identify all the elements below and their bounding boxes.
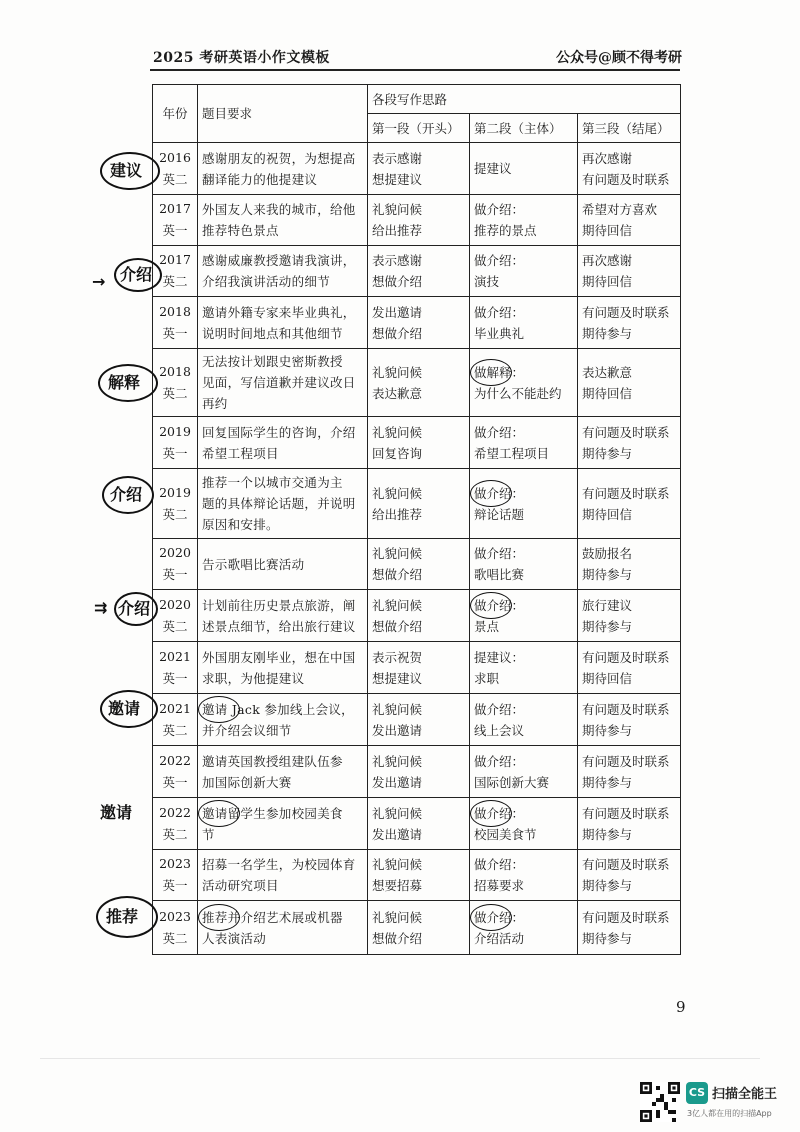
col-header-requirement: 题目要求 — [198, 85, 368, 143]
paragraph2-cell — [470, 850, 578, 901]
paragraph3-cell — [578, 694, 681, 746]
header-account: 公众号@顾不得考研 — [556, 50, 682, 66]
paragraph3-cell — [578, 746, 681, 798]
year-cell — [153, 642, 198, 694]
col-header-p3: 第三段（结尾） — [578, 114, 681, 143]
paragraph3-cell — [578, 590, 681, 642]
cell-line: 期待参与 — [582, 826, 633, 842]
header-title: 2025 考研英语小作文模板 — [153, 50, 330, 66]
cell-line: 希望工程项目 — [474, 445, 550, 461]
cell-line: 再约 — [202, 396, 228, 411]
exam-type: 英二 — [162, 506, 188, 522]
scanner-slogan: 3亿人都在用的扫描App — [687, 1109, 772, 1118]
year-value: 2020 — [159, 596, 191, 612]
table-body — [153, 143, 681, 955]
exam-type: 英一 — [162, 445, 188, 461]
cell-line: 发出邀请 — [372, 774, 423, 790]
cell-line: 回复国际学生的咨询，介绍 — [202, 424, 356, 440]
paragraph3-cell — [578, 798, 681, 850]
cell-line: 做介绍： — [474, 485, 525, 501]
table-row — [153, 143, 681, 195]
paragraph1-cell — [368, 746, 470, 798]
cell-line: 景点 — [474, 618, 500, 634]
exam-type: 英二 — [162, 930, 188, 946]
col-header-p2: 第二段（主体） — [470, 114, 578, 143]
exam-type: 英一 — [162, 325, 188, 341]
cell-line: 表示感谢 — [372, 150, 423, 166]
year-value: 2020 — [159, 545, 191, 560]
qr-code-icon — [640, 1082, 680, 1122]
cell-line: 毕业典礼 — [474, 325, 525, 341]
cell-line: 并介绍会议细节 — [202, 722, 292, 738]
exam-type: 英二 — [162, 618, 188, 634]
paragraph3-cell — [578, 642, 681, 694]
cell-line: 给出推荐 — [372, 223, 423, 238]
requirement-cell — [198, 246, 368, 297]
cell-line: 做解释： — [474, 364, 525, 380]
cell-line: 提建议 — [474, 161, 512, 176]
cell-line: 有问题及时联系 — [582, 701, 670, 717]
cell-line: 期待回信 — [582, 506, 633, 522]
cell-line: 期待回信 — [582, 274, 633, 289]
cell-line: 计划前往历史景点旅游，阐 — [202, 597, 356, 613]
year-value: 2016 — [159, 149, 191, 165]
cell-line: 想做介绍 — [372, 618, 423, 634]
paragraph1-cell — [368, 417, 470, 469]
handwritten-note: 推荐 — [106, 907, 139, 926]
handwritten-circle — [470, 800, 512, 827]
cell-line: 做介绍： — [474, 253, 525, 268]
cell-line: 礼貌问候 — [372, 805, 423, 821]
handwritten-circle — [470, 480, 512, 507]
year-cell — [153, 539, 198, 590]
cell-line: 礼貌问候 — [372, 753, 423, 769]
requirement-cell — [198, 195, 368, 246]
cell-line: 礼貌问候 — [372, 857, 423, 872]
cell-line: 发出邀请 — [372, 304, 423, 320]
cell-line: 做介绍： — [474, 597, 525, 613]
paragraph1-cell — [368, 590, 470, 642]
cell-line: 鼓励报名 — [582, 546, 633, 561]
cell-line: 推荐特色景点 — [202, 223, 279, 238]
cell-line: 想提建议 — [372, 670, 423, 686]
handwritten-circle — [470, 359, 512, 386]
cell-line: 礼貌问候 — [372, 202, 423, 217]
cell-line: 期待参与 — [582, 930, 633, 946]
handwritten-circle — [470, 904, 512, 931]
cell-line: 想做介绍 — [372, 567, 423, 582]
cell-line: 礼貌问候 — [372, 701, 423, 717]
table-row — [153, 469, 681, 539]
year-value: 2018 — [159, 303, 191, 319]
cell-line: 期待参与 — [582, 567, 633, 582]
cell-line: 表示祝贺 — [372, 649, 423, 665]
camscanner-logo: CS — [686, 1082, 708, 1104]
cell-line: 期待参与 — [582, 722, 633, 738]
exam-type: 英一 — [162, 223, 188, 238]
cell-line: 有问题及时联系 — [582, 171, 670, 187]
cell-line: 做介绍： — [474, 857, 525, 872]
exam-type: 英一 — [162, 774, 188, 790]
cell-line: 感谢威廉教授邀请我演讲， — [202, 253, 356, 268]
cell-line: 外国友人来我的城市，给他 — [202, 202, 356, 217]
year-cell — [153, 901, 198, 955]
exam-type: 英二 — [162, 171, 188, 187]
paragraph1-cell — [368, 539, 470, 590]
cell-line: 辩论话题 — [474, 506, 525, 522]
cell-line: 招募一名学生，为校园体育 — [202, 857, 356, 872]
cell-line: 期待回信 — [582, 223, 633, 238]
cell-line: 发出邀请 — [372, 722, 423, 738]
table-row — [153, 195, 681, 246]
cell-line: 期待参与 — [582, 445, 633, 461]
cell-line: 旅行建议 — [582, 597, 633, 613]
year-value: 2017 — [159, 252, 191, 267]
cell-line: 校园美食节 — [474, 826, 537, 842]
cell-line: 邀请英国教授组建队伍参 — [202, 753, 343, 769]
cell-line: 礼貌问候 — [372, 546, 423, 561]
page-number: 9 — [676, 998, 686, 1016]
cell-line: 做介绍： — [474, 304, 525, 320]
cell-line: 求职 — [474, 670, 500, 686]
paragraph3-cell — [578, 143, 681, 195]
paragraph3-cell — [578, 901, 681, 955]
exam-type: 英二 — [162, 385, 188, 401]
year-value: 2017 — [159, 201, 191, 216]
paragraph3-cell — [578, 469, 681, 539]
scanner-app-name: 扫描全能王 — [712, 1087, 778, 1102]
cell-line: 翻译能力的他提建议 — [202, 171, 318, 187]
cell-line: 为什么不能赴约 — [474, 385, 562, 401]
cell-line: 邀请外籍专家来毕业典礼， — [202, 304, 356, 320]
cell-line: 演技 — [474, 274, 500, 289]
cell-line: 做介绍： — [474, 909, 525, 925]
cell-line: 线上会议 — [474, 722, 525, 738]
col-header-p1: 第一段（开头） — [368, 114, 470, 143]
handwritten-note: 解释 — [108, 373, 141, 392]
cell-line: 有问题及时联系 — [582, 909, 670, 925]
cell-line: 外国朋友刚毕业，想在中国 — [202, 649, 356, 665]
paragraph3-cell — [578, 539, 681, 590]
cell-line: 表示感谢 — [372, 253, 423, 268]
requirement-cell — [198, 143, 368, 195]
cell-line: 期待参与 — [582, 774, 633, 790]
cell-line: 有问题及时联系 — [582, 304, 670, 320]
year-value: 2023 — [159, 856, 191, 871]
year-cell — [153, 195, 198, 246]
requirement-cell — [198, 850, 368, 901]
cell-line: 做介绍： — [474, 701, 525, 717]
cell-line: 推荐并介绍艺术展或机器 — [202, 909, 343, 925]
handwritten-arrow-icon: → — [92, 272, 106, 291]
cell-line: 有问题及时联系 — [582, 857, 670, 872]
paragraph1-cell — [368, 469, 470, 539]
paragraph1-cell — [368, 798, 470, 850]
cell-line: 歌唱比赛 — [474, 567, 525, 582]
cell-line: 礼貌问候 — [372, 909, 423, 925]
year-value: 2022 — [159, 804, 191, 820]
cell-line: 做介绍： — [474, 424, 525, 440]
table-row — [153, 642, 681, 694]
cell-line: 想提建议 — [372, 171, 423, 187]
cell-line: 有问题及时联系 — [582, 424, 670, 440]
paragraph2-cell — [470, 642, 578, 694]
cell-line: 介绍活动 — [474, 930, 525, 946]
table-row — [153, 539, 681, 590]
requirement-cell — [198, 746, 368, 798]
cell-line: 推荐一个以城市交通为主 — [202, 475, 343, 490]
exam-type: 英二 — [162, 722, 188, 738]
requirement-cell — [198, 297, 368, 349]
cell-line: 国际创新大赛 — [474, 774, 550, 790]
year-cell — [153, 798, 198, 850]
exam-type: 英一 — [162, 567, 188, 582]
cell-line: 有问题及时联系 — [582, 805, 670, 821]
cell-line: 招募要求 — [474, 878, 525, 893]
cell-line: 想做介绍 — [372, 274, 423, 289]
paragraph1-cell — [368, 143, 470, 195]
table-row — [153, 590, 681, 642]
cell-line: 希望工程项目 — [202, 445, 279, 461]
cell-line: 期待回信 — [582, 670, 633, 686]
cell-line: 有问题及时联系 — [582, 485, 670, 501]
paragraph3-cell — [578, 349, 681, 417]
year-value: 2019 — [159, 423, 191, 439]
paragraph2-cell — [470, 195, 578, 246]
year-value: 2022 — [159, 752, 191, 768]
cell-line: 有问题及时联系 — [582, 753, 670, 769]
year-cell — [153, 590, 198, 642]
cell-line: 做介绍： — [474, 753, 525, 769]
requirement-cell — [198, 417, 368, 469]
cell-line: 无法按计划跟史密斯教授 — [202, 354, 343, 369]
cell-line: 节 — [202, 826, 215, 842]
exam-type: 英二 — [162, 274, 188, 289]
paragraph1-cell — [368, 850, 470, 901]
cell-line: 想要招募 — [372, 878, 423, 893]
cell-line: 原因和安排。 — [202, 517, 279, 532]
cell-line: 期待参与 — [582, 878, 633, 893]
cell-line: 做介绍： — [474, 202, 525, 217]
cell-line: 做介绍： — [474, 805, 525, 821]
paragraph2-cell — [470, 297, 578, 349]
table-row — [153, 746, 681, 798]
cell-line: 邀请 Jack 参加线上会议， — [202, 701, 354, 717]
cell-line: 活动研究项目 — [202, 878, 279, 893]
paragraph2-cell — [470, 246, 578, 297]
paragraph2-cell — [470, 746, 578, 798]
cell-line: 再次感谢 — [582, 253, 633, 268]
cell-line: 想做介绍 — [372, 930, 423, 946]
paragraph1-cell — [368, 694, 470, 746]
cell-line: 感谢朋友的祝贺，为想提高 — [202, 150, 356, 166]
handwritten-circle — [198, 800, 240, 827]
year-cell — [153, 694, 198, 746]
year-cell — [153, 417, 198, 469]
year-cell — [153, 746, 198, 798]
cell-line: 述景点细节，给出旅行建议 — [202, 618, 356, 634]
requirement-cell — [198, 539, 368, 590]
year-cell — [153, 469, 198, 539]
footer-rule — [40, 1058, 760, 1059]
requirement-cell — [198, 349, 368, 417]
cell-line: 回复咨询 — [372, 445, 423, 461]
paragraph3-cell — [578, 246, 681, 297]
header-rule — [150, 69, 680, 71]
table-row — [153, 297, 681, 349]
year-cell — [153, 297, 198, 349]
cell-line: 给出推荐 — [372, 506, 423, 522]
handwritten-circle — [198, 904, 240, 931]
cell-line: 再次感谢 — [582, 150, 633, 166]
cell-line: 邀请留学生参加校园美食 — [202, 805, 343, 821]
cell-line: 人表演活动 — [202, 930, 267, 946]
paragraph3-cell — [578, 297, 681, 349]
paragraph1-cell — [368, 901, 470, 955]
paragraph1-cell — [368, 195, 470, 246]
year-cell — [153, 349, 198, 417]
col-header-year: 年份 — [153, 85, 198, 143]
table-row — [153, 417, 681, 469]
cell-line: 告示歌唱比赛活动 — [202, 556, 305, 572]
table-row — [153, 246, 681, 297]
handwritten-note: 介绍 — [118, 599, 151, 618]
cell-line: 礼貌问候 — [372, 597, 423, 613]
cell-line: 想做介绍 — [372, 325, 423, 341]
paragraph2-cell — [470, 694, 578, 746]
handwritten-note: 介绍 — [110, 485, 143, 504]
paragraph1-cell — [368, 349, 470, 417]
cell-line: 表达歉意 — [582, 364, 633, 380]
paragraph3-cell — [578, 850, 681, 901]
paragraph3-cell — [578, 417, 681, 469]
cell-line: 发出邀请 — [372, 826, 423, 842]
cell-line: 希望对方喜欢 — [582, 202, 658, 217]
table-row — [153, 349, 681, 417]
cell-line: 见面，写信道歉并建议改日 — [202, 375, 356, 390]
year-value: 2021 — [159, 700, 191, 716]
requirement-cell — [198, 590, 368, 642]
cell-line: 提建议： — [474, 649, 525, 665]
cell-line: 求职，为他提建议 — [202, 670, 305, 686]
requirement-cell — [198, 469, 368, 539]
year-value: 2021 — [159, 648, 191, 664]
handwritten-note: 邀请 — [108, 699, 141, 718]
paragraph2-cell — [470, 417, 578, 469]
cell-line: 推荐的景点 — [474, 223, 537, 238]
cell-line: 说明时间地点和其他细节 — [202, 325, 343, 341]
cell-line: 有问题及时联系 — [582, 649, 670, 665]
cell-line: 礼貌问候 — [372, 485, 423, 501]
handwritten-circle — [198, 696, 240, 723]
paragraph3-cell — [578, 195, 681, 246]
handwritten-arrow-icon: ⇉ — [94, 598, 108, 617]
cell-line: 期待参与 — [582, 618, 633, 634]
year-value: 2023 — [159, 908, 191, 924]
paragraph2-cell — [470, 143, 578, 195]
cell-line: 期待参与 — [582, 325, 633, 341]
cell-line: 做介绍： — [474, 546, 525, 561]
cell-line: 介绍我演讲活动的细节 — [202, 274, 331, 289]
cell-line: 期待回信 — [582, 385, 633, 401]
table-row — [153, 850, 681, 901]
handwritten-note: 介绍 — [120, 265, 153, 284]
handwritten-circle — [470, 592, 512, 619]
paragraph1-cell — [368, 642, 470, 694]
handwritten-note: 邀请 — [100, 803, 133, 822]
exam-type: 英二 — [162, 826, 188, 842]
handwritten-note: 建议 — [110, 161, 143, 180]
cell-line: 礼貌问候 — [372, 424, 423, 440]
col-header-group: 各段写作思路 — [368, 85, 681, 114]
paragraph1-cell — [368, 297, 470, 349]
exam-type: 英一 — [162, 670, 188, 686]
year-value: 2018 — [159, 363, 191, 379]
exam-type: 英一 — [162, 878, 188, 893]
requirement-cell — [198, 642, 368, 694]
year-value: 2019 — [159, 484, 191, 500]
cell-line: 表达歉意 — [372, 385, 423, 401]
cell-line: 题的具体辩论话题，并说明 — [202, 496, 356, 511]
year-cell — [153, 850, 198, 901]
cell-line: 加国际创新大赛 — [202, 774, 292, 790]
paragraph2-cell — [470, 539, 578, 590]
paragraph1-cell — [368, 246, 470, 297]
cell-line: 礼貌问候 — [372, 364, 423, 380]
